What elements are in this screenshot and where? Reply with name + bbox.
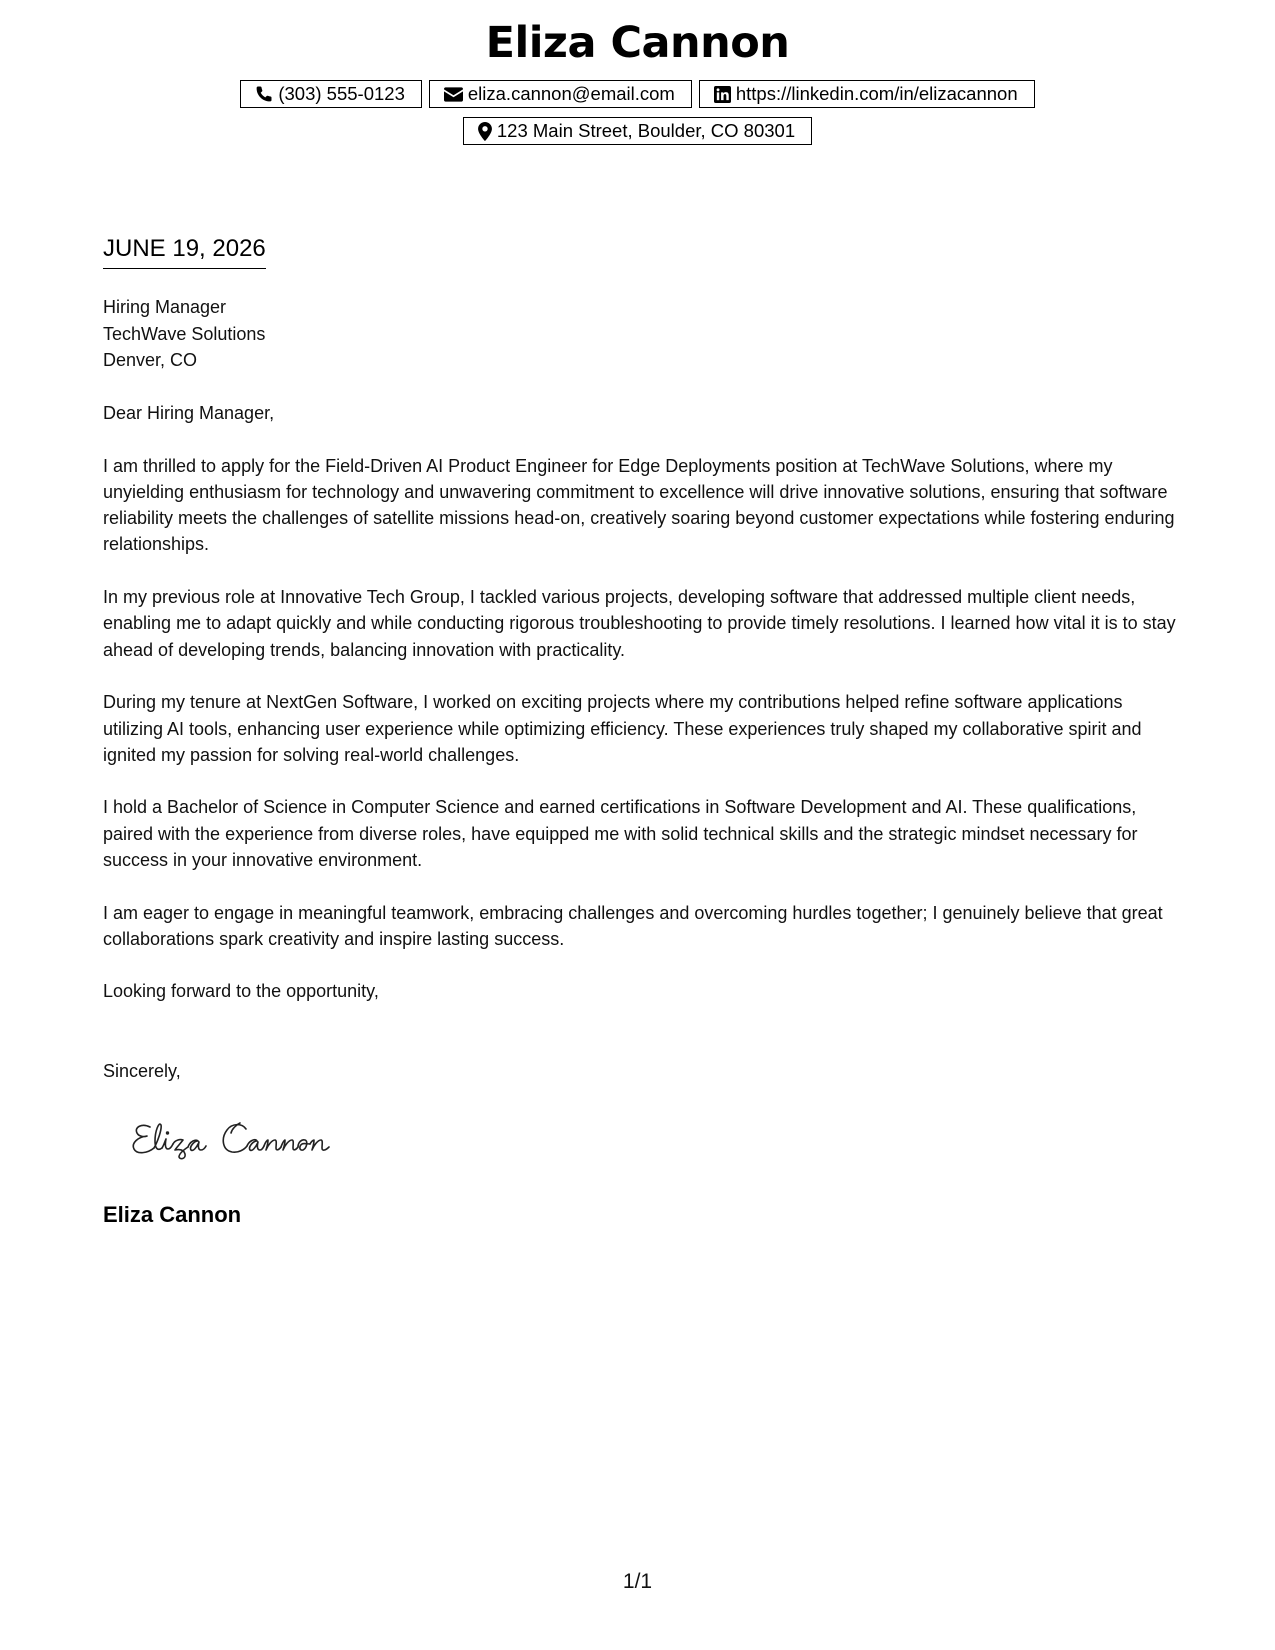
email-text: eliza.cannon@email.com [467, 83, 675, 104]
letter-date: JUNE 19, 2026 [103, 235, 266, 269]
envelope-icon [444, 87, 463, 102]
address-text: 123 Main Street, Boulder, CO 80301 [496, 120, 796, 141]
recipient-location: Denver, CO [103, 350, 198, 370]
contact-phone [240, 80, 422, 108]
linkedin-text: https://linkedin.com/in/elizacannon [735, 83, 1018, 104]
contact-row-secondary [0, 117, 1275, 145]
applicant-name-heading: Eliza Cannon [485, 18, 790, 68]
sign-off: Sincerely, [103, 1061, 181, 1081]
salutation: Dear Hiring Manager, [103, 403, 275, 423]
page-indicator: 1/1 [622, 1570, 653, 1593]
body-paragraph: I am eager to engage in meaningful teamwork, embracing challenges and overcoming hurdles together; I genuinely believe that great collaborations spark creativity and inspire lasting success. [103, 902, 1163, 949]
recipient-block [103, 294, 265, 374]
contact-address [463, 117, 812, 145]
handwritten-signature [128, 1117, 338, 1166]
signer-name: Eliza Cannon [103, 1202, 242, 1227]
contact-linkedin [699, 80, 1035, 108]
body-paragraph: During my tenure at NextGen Software, I worked on exciting projects where my contributions helped refine software applications utilizing AI tools, enhancing user experience while optimizing efficiency. These experiences truly shaped my collaborative spirit and ignited my passion for solving real-world challenges. [103, 692, 1142, 765]
linkedin-icon [714, 86, 731, 103]
body-paragraph: In my previous role at Innovative Tech Group, I tackled various projects, developing software that addressed multiple client needs, enabling me to adapt quickly and while conducting rigorous troubleshooting to provide timely resolutions. I learned how vital it is to stay ahead of developing trends, balancing innovation with practicality. [103, 587, 1176, 660]
closing-line: Looking forward to the opportunity, [103, 981, 379, 1001]
map-pin-icon [478, 122, 492, 141]
recipient-title: Hiring Manager [103, 297, 227, 317]
contact-email [429, 80, 692, 108]
letter-body [103, 400, 1178, 979]
body-paragraph: I am thrilled to apply for the Field-Driven AI Product Engineer for Edge Deployments position at TechWave Solutions, where my unyielding enthusiasm for technology and unwavering commitment to excellence will drive innovative solutions, ensuring that software reliability meets the challenges of satellite missions head-on, creatively soaring beyond customer expectations while fostering enduring relationships. [103, 455, 1175, 555]
contact-row-primary [0, 80, 1275, 108]
body-paragraph: I hold a Bachelor of Science in Computer Science and earned certifications in Software Development and AI. These qualifications, paired with the experience from diverse roles, have equipped me with solid technical skills and the strategic mindset necessary for success in your innovative environment. [103, 797, 1138, 871]
phone-text: (303) 555-0123 [278, 83, 405, 104]
recipient-company: TechWave Solutions [103, 323, 266, 344]
phone-icon [255, 85, 273, 103]
